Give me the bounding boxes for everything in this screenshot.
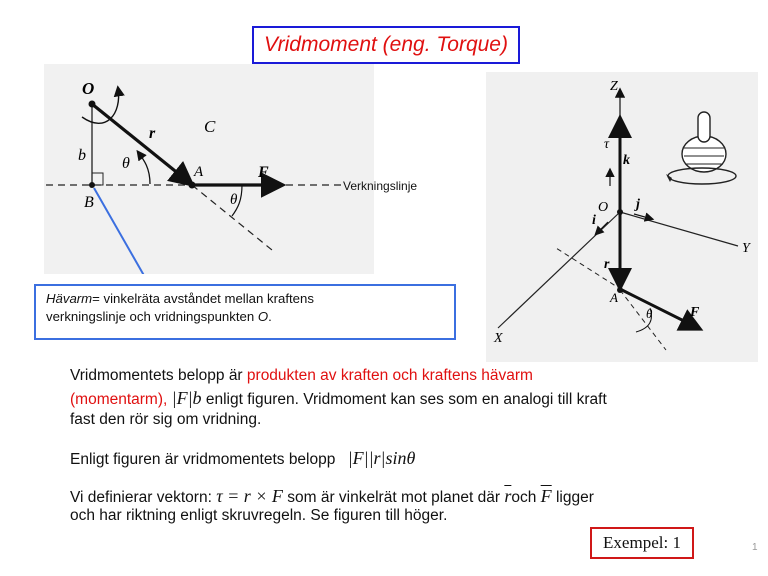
label-A: A	[610, 290, 618, 305]
label-r: r	[149, 125, 156, 142]
p1-text-a: Vridmomentets belopp är	[70, 367, 247, 384]
definition-line-1: = vinkelräta avståndet mellan kraftens	[92, 291, 314, 306]
torque-lever-figure	[44, 64, 444, 274]
p1-text-b: enligt figuren. Vridmoment kan ses som en analogi till kraft	[201, 391, 607, 408]
p1-highlight-2: (momentarm),	[70, 391, 168, 408]
label-tau: τ	[604, 137, 610, 152]
example-label-box[interactable]	[590, 527, 694, 559]
page-number: 1	[752, 542, 758, 553]
point-O	[89, 101, 96, 108]
figure-scan-background	[486, 72, 758, 362]
label-verkningslinje: Verkningslinje	[343, 179, 418, 193]
lever-arm-definition-box	[34, 284, 456, 340]
label-k: k	[623, 153, 630, 168]
p3-text-c: och	[511, 489, 537, 506]
label-j: j	[636, 197, 640, 212]
label-O: O	[598, 200, 609, 215]
label-theta: θ	[646, 306, 653, 321]
label-Z: Z	[610, 79, 618, 94]
p3-text-a: Vi definierar vektorn:	[70, 489, 212, 506]
p1-formula: |F|b	[171, 388, 202, 408]
origin-point	[617, 209, 623, 215]
paragraph-1-line-2	[70, 388, 607, 410]
p3-text-e: och har riktning enligt skruvregeln. Se figuren till höger.	[70, 507, 448, 524]
cross-product-figure	[486, 72, 758, 362]
paragraph-1-line-1	[70, 366, 533, 386]
point-B	[89, 182, 95, 188]
p2-formula: |F||r|sinθ	[347, 448, 416, 468]
p3-text-b: som är vinkelrät mot planet där	[282, 489, 501, 506]
label-Y: Y	[742, 241, 750, 256]
p1-text-c: fast den rör sig om vridning.	[70, 411, 262, 428]
slide-title: Vridmoment (eng. Torque)	[264, 33, 508, 56]
paragraph-2	[70, 448, 415, 470]
label-X: X	[494, 331, 503, 346]
label-C: C	[204, 117, 216, 136]
slide-title-box	[252, 26, 520, 64]
example-label: Exempel: 1	[603, 533, 681, 552]
label-F: F	[690, 305, 700, 320]
p3-text-d: ligger	[551, 489, 594, 506]
label-b: b	[78, 147, 86, 164]
p3-F-symbol: $\overline{F}$	[540, 486, 552, 506]
label-A: A	[194, 164, 204, 180]
label-theta2: θ	[230, 192, 238, 208]
paragraph-1-line-3	[70, 410, 261, 430]
p1-highlight-1: produkten av kraften och kraftens hävarm	[246, 367, 533, 384]
label-F: F	[258, 164, 269, 181]
label-i: i	[592, 213, 596, 228]
point-A	[189, 182, 196, 189]
definition-point-O: O	[257, 309, 269, 324]
label-O: O	[82, 79, 95, 98]
label-B: B	[84, 194, 94, 211]
paragraph-3-line-2	[70, 506, 447, 526]
definition-period: .	[268, 309, 272, 324]
p2-text: Enligt figuren är vridmomentets belopp	[70, 451, 336, 468]
p3-formula: τ = r × F	[216, 486, 283, 506]
paragraph-3-line-1	[70, 486, 594, 508]
p3-r-symbol: $\overline{r}$	[504, 486, 512, 506]
term-havarm: Hävarm	[46, 291, 93, 306]
label-theta: θ	[122, 155, 130, 172]
definition-line-2: verkningslinje och vridningspunkten	[46, 309, 258, 324]
label-r: r	[604, 257, 610, 272]
